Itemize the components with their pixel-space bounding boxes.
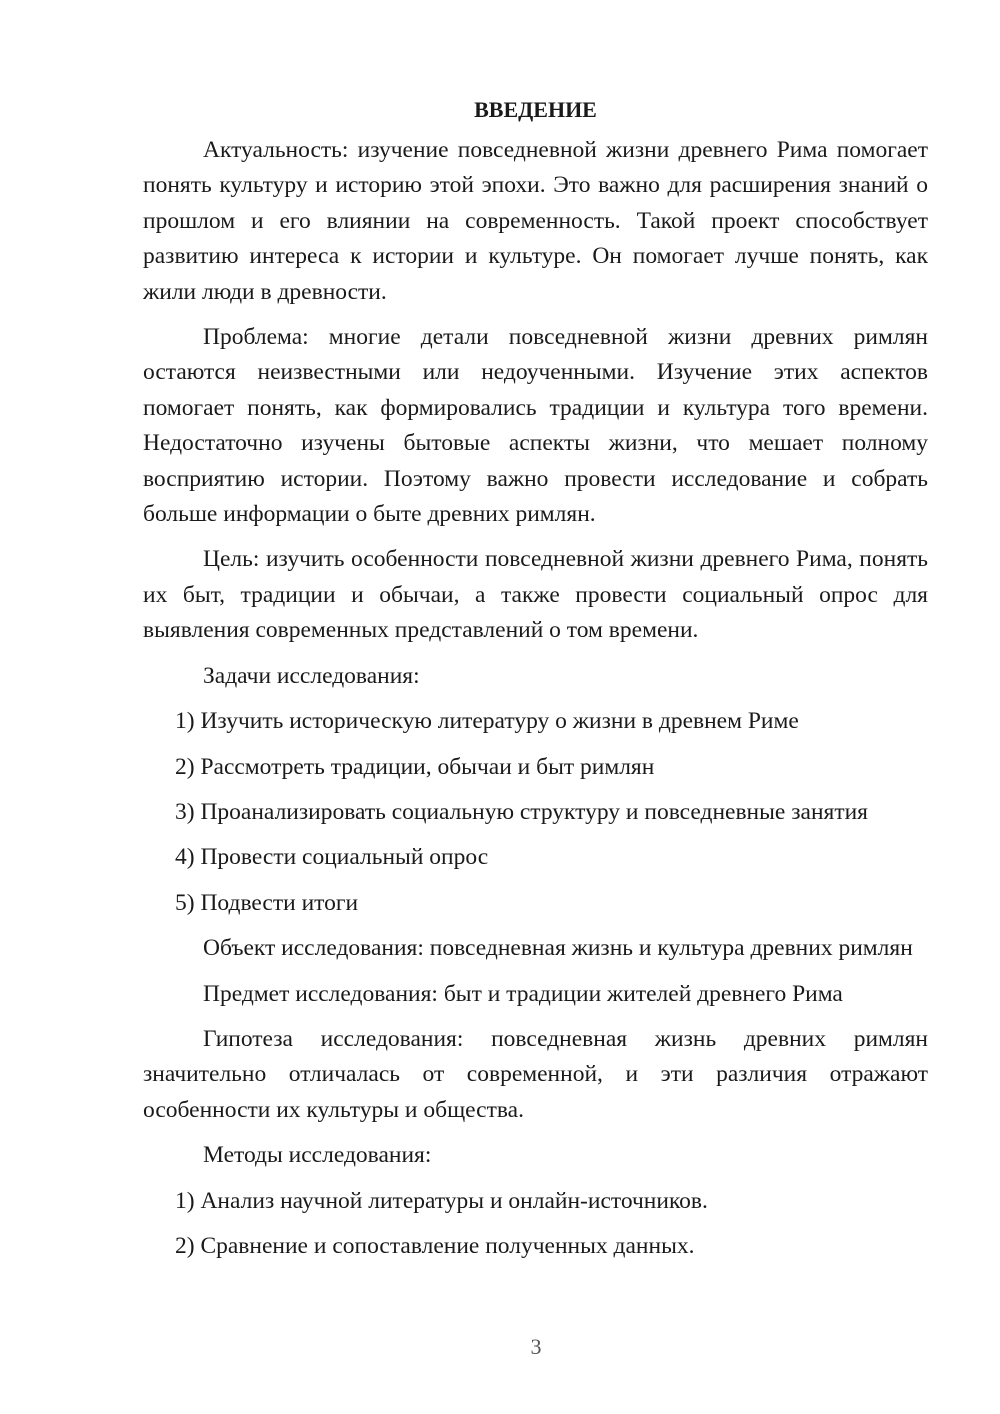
paragraph-relevance: Актуальность: изучение повседневной жизни древнего Рима помогает понять культуру и историю этой эпохи. Это важно для расширения знаний о прошлом и его влиянии на современность. Такой проект способствует развитию интереса к истории и культуре. Он помогает лучше понять, как жили люди в древности.	[143, 137, 928, 305]
task-item-3: 3) Проанализировать социальную структуру и повседневные занятия	[175, 798, 868, 825]
task-item-4: 4) Провести социальный опрос	[175, 844, 489, 871]
methods-heading: Методы исследования:	[203, 1142, 432, 1169]
paragraph-subject: Предмет исследования: быт и традиции жителей древнего Рима	[203, 980, 843, 1007]
method-item-1: 1) Анализ научной литературы и онлайн-источников.	[175, 1187, 708, 1214]
paragraph-goal: Цель: изучить особенности повседневной жизни древнего Рима, понять их быт, традиции и обычаи, а также провести социальный опрос для выявления современных представлений о том времени.	[143, 546, 928, 644]
paragraph-hypothesis: Гипотеза исследования: повседневная жизнь древних римлян значительно отличалась от современной, и эти различия отражают особенности их культуры и общества.	[143, 1025, 928, 1123]
paragraph-object: Объект исследования: повседневная жизнь и культура древних римлян	[203, 935, 913, 962]
method-item-2: 2) Сравнение и сопоставление полученных данных.	[175, 1232, 695, 1259]
task-item-2: 2) Рассмотреть традиции, обычаи и быт римлян	[175, 753, 655, 780]
document-page	[143, 92, 928, 1274]
paragraph-problem: Проблема: многие детали повседневной жизни древних римлян остаются неизвестными или недоученными. Изучение этих аспектов помогает понять, как формировались традиции и культура того времени. Недостаточно изучены бытовые аспекты жизни, что мешает полному восприятию истории. Поэтому важно провести исследование и собрать больше информации о быте древних римлян.	[143, 324, 928, 528]
tasks-heading: Задачи исследования:	[203, 662, 420, 689]
page-number: 3	[530, 1334, 542, 1359]
page-title: ВВЕДЕНИЕ	[474, 97, 597, 122]
task-item-1: 1) Изучить историческую литературу о жизни в древнем Риме	[175, 708, 799, 735]
task-item-5: 5) Подвести итоги	[175, 889, 359, 916]
